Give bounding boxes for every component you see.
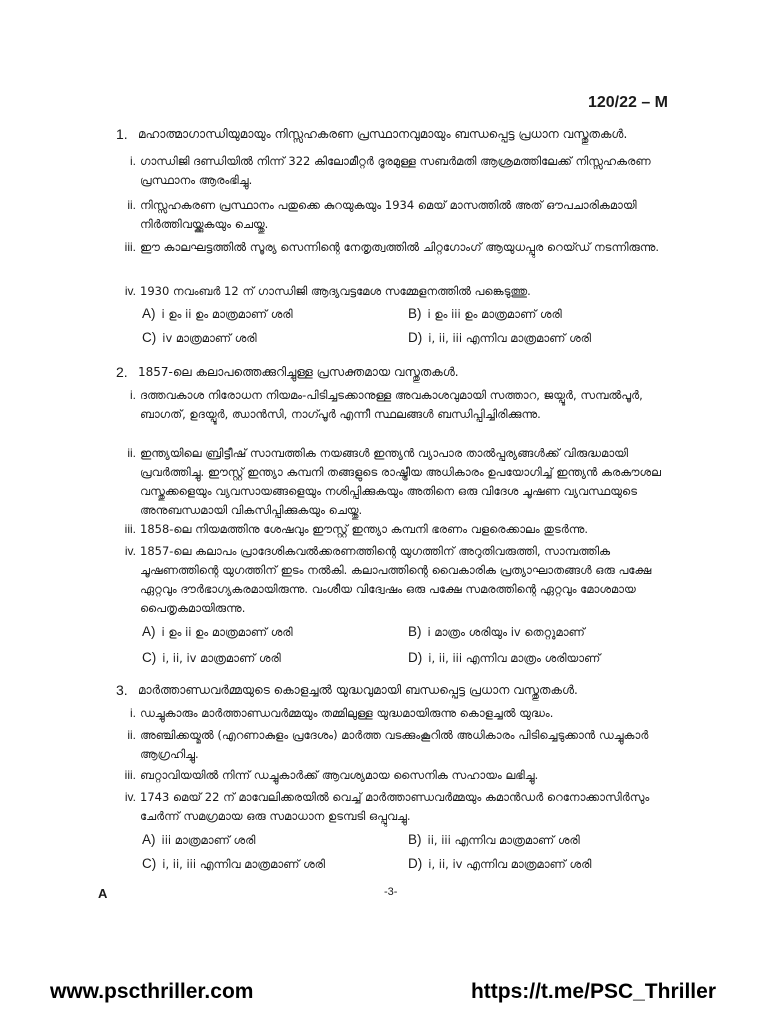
- statement-number: iii.: [124, 240, 136, 254]
- page-number: -3-: [384, 886, 398, 898]
- paper-code: 120/22 – M: [587, 94, 668, 111]
- option-b[interactable]: B) i മാത്രം ശരിയും iv തെറ്റുമാണ്: [408, 624, 585, 639]
- statement-text: 1930 നവംബർ 12 ന് ഗാന്ധിജി ആദ്യവട്ടമേശ സമ്മേളനത്തിൽ പങ്കെടുത്തു.: [140, 284, 531, 298]
- option-d[interactable]: D) i, ii, iii എന്നിവ മാത്രമാണ് ശരി: [408, 330, 591, 345]
- statement-text: ഇന്ത്യയിലെ ബ്രിട്ടീഷ് സാമ്പത്തിക നയങ്ങൾ ഇന്ത്യൻ വ്യാപാര താൽപ്പര്യങ്ങൾക്ക് വിരുദ്ധമായി പ്രവർത്തിച്ചു. ഈസ്റ്റ് ഇന്ത്യാ കമ്പനി തങ്ങളുടെ രാഷ്ട്രീയ അധികാരം ഉപയോഗിച്ച് ഇന്ത്യൻ കരകൗശല വസ്തുക്കളെയും വ്യവസായങ്ങളെയും നശിപ്പിക്കുകയും അതിനെ ഒരു വിദേശ ചൂഷണ വ്യവസ്ഥയുടെ അനുബന്ധമായി വികസിപ്പിക്കുകയും ചെയ്തു.: [140, 446, 661, 517]
- option-b[interactable]: B) ii, iii എന്നിവ മാത്രമാണ് ശരി: [408, 832, 580, 847]
- question-text: മഹാത്മാഗാന്ധിയുമായും നിസ്സഹകരണ പ്രസ്ഥാനവുമായും ബന്ധപ്പെട്ട പ്രധാന വസ്തുതകൾ.: [138, 127, 628, 141]
- statement: [127, 196, 670, 234]
- statement-number: iii.: [124, 768, 136, 782]
- series-code: A: [98, 886, 108, 901]
- question-number: 3.: [116, 682, 128, 698]
- statement: [127, 726, 670, 764]
- statement-number: ii.: [127, 198, 136, 212]
- statement-number: i.: [130, 388, 136, 402]
- option-b[interactable]: B) i ഉം iii ഉം മാത്രമാണ് ശരി: [408, 306, 562, 321]
- statement: [124, 238, 670, 257]
- statement-text: ബറ്റാവിയയിൽ നിന്ന് ഡച്ചുകാർക്ക് ആവശ്യമായ സൈനിക സഹായം ലഭിച്ചു.: [140, 768, 539, 782]
- statement-number: ii.: [127, 446, 136, 460]
- telegram-link[interactable]: https://t.me/PSC_Thriller: [470, 980, 716, 1003]
- statement-text: 1858-ലെ നിയമത്തിനു ശേഷവും ഈസ്റ്റ് ഇന്ത്യാ കമ്പനി ഭരണം വളരെക്കാലം തുടർന്നു.: [140, 522, 589, 536]
- statement-text: നിസ്സഹകരണ പ്രസ്ഥാനം പതുക്കെ കുറയുകയും 1934 മെയ് മാസത്തിൽ അത് ഔപചാരികമായി നിർത്തിവയ്ക്കുകയും ചെയ്തു.: [140, 198, 637, 231]
- question-number: 1.: [116, 126, 128, 142]
- statement-number: iii.: [124, 522, 136, 536]
- option-c[interactable]: C) i, ii, iv മാത്രമാണ് ശരി: [142, 650, 281, 665]
- statement: [130, 704, 670, 723]
- question-number: 2.: [116, 364, 128, 380]
- statement-number: iv.: [124, 544, 136, 558]
- option-a[interactable]: A) i ഉം ii ഉം മാത്രമാണ് ശരി: [142, 624, 293, 639]
- statement-number: i.: [130, 154, 136, 168]
- statement-text: 1743 മെയ് 22 ന് മാവേലിക്കരയിൽ വെച്ച് മാർത്താണ്ഡവർമ്മയും കമാൻഡർ റെനോക്കാസിർസും ചേർന്ന് സമഗ്രമായ ഒരു സമാധാന ഉടമ്പടി ഒപ്പുവച്ചു.: [140, 790, 650, 823]
- option-a[interactable]: A) iii മാത്രമാണ് ശരി: [142, 832, 256, 847]
- statement-text: ഡച്ചുകാരും മാർത്താണ്ഡവർമ്മയും തമ്മിലുള്ള യുദ്ധമായിരുന്നു കൊളച്ചൽ യുദ്ധം.: [140, 706, 554, 720]
- question-text: മാർത്താണ്ഡവർമ്മയുടെ കൊളച്ചൽ യുദ്ധവുമായി ബന്ധപ്പെട്ട പ്രധാന വസ്തുതകൾ.: [138, 683, 578, 697]
- statement: [124, 542, 670, 618]
- statement: [124, 788, 670, 826]
- statement-number: iv.: [124, 284, 136, 298]
- statement-text: ഗാന്ധിജി ദണ്ഡിയിൽ നിന്ന് 322 കിലോമീറ്റർ ദൂരമുള്ള സബർമതി ആശ്രമത്തിലേക്ക് നിസ്സഹകരണ പ്രസ്ഥാനം ആരംഭിച്ചു.: [140, 154, 651, 187]
- option-d[interactable]: D) i, ii, iii എന്നിവ മാത്രം ശരിയാണ്: [408, 650, 601, 665]
- option-c[interactable]: C) iv മാത്രമാണ് ശരി: [142, 330, 257, 345]
- website-link[interactable]: www.pscthriller.com: [50, 980, 254, 1003]
- question-text: 1857-ലെ കലാപത്തെക്കുറിച്ചുള്ള പ്രസക്തമായ വസ്തുതകൾ.: [138, 365, 459, 379]
- statement: [130, 152, 670, 190]
- statement-text: അഞ്ചിക്കയ്മൽ (എറണാകുളം പ്രദേശം) മാർത്ത വടക്കുംകൂറിൽ അധികാരം പിടിച്ചെടുക്കാൻ ഡച്ചുകാർ ആഗ്രഹിച്ചു.: [140, 728, 649, 761]
- statement: [124, 282, 670, 301]
- statement-text: ഈ കാലഘട്ടത്തിൽ സൂര്യ സെന്നിന്റെ നേതൃത്വത്തിൽ ചിറ്റഗോംഗ് ആയുധപ്പുര റെയ്ഡ് നടന്നിരുന്നു.: [140, 240, 660, 254]
- statement: [124, 520, 670, 539]
- statement-text: 1857-ലെ കലാപം പ്രാദേശികവൽക്കരണത്തിന്റെ യുഗത്തിന് അറുതിവരുത്തി, സാമ്പത്തിക ചൂഷണത്തിന്റെ യുഗത്തിന് ഇടം നൽകി. കലാപത്തിന്റെ വൈകാരിക പ്രത്യാഘാതങ്ങൾ ഒരു പക്ഷേ ഏറ്റവും ദൗർഭാഗ്യകരമായിരുന്നു. വംശീയ വിദ്വേഷം ഒരു പക്ഷേ സമരത്തിന്റെ ഏറ്റവും മോശമായ പൈതൃകമായിരുന്നു.: [140, 544, 652, 615]
- statement: [130, 386, 670, 424]
- statement-text: ദത്തവകാശ നിരോധന നിയമം-പിടിച്ചടക്കാനുള്ള അവകാശവുമായി സത്താറ, ജയ്പൂർ, സമ്പൽപൂർ, ബാഗത്, ഉദയ്പൂർ, ഝാൻസി, നാഗ്പൂർ എന്നീ സ്ഥലങ്ങൾ ബന്ധിപ്പിച്ചിരിക്കുന്നു.: [140, 388, 643, 421]
- statement-number: i.: [130, 706, 136, 720]
- option-d[interactable]: D) i, ii, iv എന്നിവ മാത്രമാണ് ശരി: [408, 856, 592, 871]
- option-c[interactable]: C) i, ii, iii എന്നിവ മാത്രമാണ് ശരി: [142, 856, 325, 871]
- statement-number: ii.: [127, 728, 136, 742]
- statement: [124, 766, 670, 785]
- statement-number: iv.: [124, 790, 136, 804]
- statement: [127, 444, 670, 520]
- option-a[interactable]: A) i ഉം ii ഉം മാത്രമാണ് ശരി: [142, 306, 293, 321]
